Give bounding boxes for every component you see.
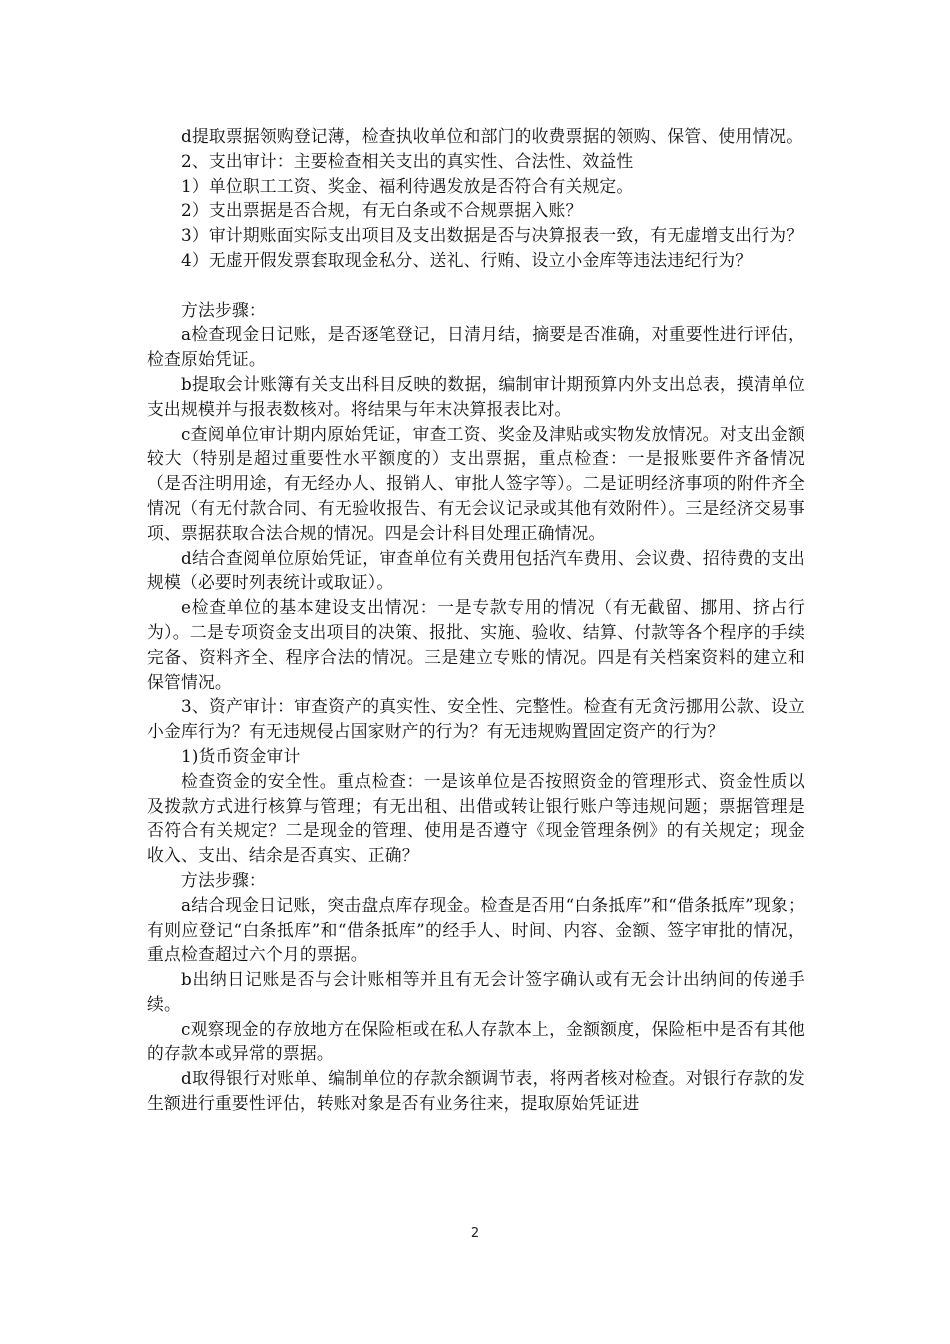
paragraph: a结合现金日记账，突击盘点库存现金。检查是否用“白条抵库”和“借条抵库”现象；有则应登记“白条抵库”和“借条抵库”的经手人、时间、内容、金额、签字审批的情况，重点检查超过六个月的票据。 <box>147 894 805 965</box>
paragraph: d提取票据领购登记薄，检查执收单位和部门的收费票据的领购、保管、使用情况。 <box>181 126 804 146</box>
paragraph: e检查单位的基本建设支出情况：一是专款专用的情况（有无截留、挪用、挤占行为）。二是专项资金支出项目的决策、报批、实施、验收、结算、付款等各个程序的手续完备、资料齐全、程序合法的情况。三是建立专账的情况。四是有关档案资料的建立和保管情况。 <box>147 597 805 692</box>
paragraph: 1）单位职工工资、奖金、福利待遇发放是否符合有关规定。 <box>181 175 634 196</box>
section-heading-expenditure-audit: 2、支出审计：主要检查相关支出的真实性、合法性、效益性 <box>181 150 634 171</box>
paragraph: a检查现金日记账，是否逐笔登记，日清月结，摘要是否准确，对重要性进行评估，检查原始凭证。 <box>147 324 805 370</box>
paragraph: d取得银行对账单、编制单位的存款余额调节表，将两者核对检查。对银行存款的发生额进行重要性评估，转账对象是否有业务往来，提取原始凭证进 <box>147 1068 805 1114</box>
paragraph: c查阅单位审计期内原始凭证，审查工资、奖金及津贴或实物发放情况。对支出金额较大（特别是超过重要性水平额度的）支出票据，重点检查：一是报账要件齐备情况（是否注明用途，有无经办人、报销人、审批人签字等）。二是证明经济事项的附件齐全情况（有无付款合同、有无验收报告、有无会议记录或其他有效附件）。三是经济交易事项、票据获取合法合规的情况。四是会计科目处理正确情况。 <box>147 423 805 543</box>
method-steps-heading: 方法步骤： <box>181 299 266 320</box>
section-heading-asset-audit: 3、资产审计：审查资产的真实性、安全性、完整性。检查有无贪污挪用公款、设立小金库行为？有无违规侵占国家财产的行为？有无违规购置固定资产的行为？ <box>147 696 805 742</box>
blank-line <box>147 273 805 298</box>
paragraph: 3）审计期账面实际支出项目及支出数据是否与决算报表一致，有无虚增支出行为？ <box>181 225 804 246</box>
paragraph: b出纳日记账是否与会计账相等并且有无会计签字确认或有无会计出纳间的传递手续。 <box>147 969 805 1014</box>
paragraph: b提取会计账簿有关支出科目反映的数据，编制审计期预算内外支出总表，摸清单位支出规模并与报表数核对。将结果与年末决算报表比对。 <box>147 373 805 419</box>
paragraph: 2）支出票据是否合规，有无白条或不合规票据入账？ <box>181 200 583 221</box>
paragraph: d结合查阅单位原始凭证，审查单位有关费用包括汽车费用、会议费、招待费的支出规模（必要时列表统计或取证）。 <box>147 547 805 593</box>
page-number: 2 <box>470 1226 480 1241</box>
subsection-heading-monetary-funds: 1)货币资金审计 <box>181 745 301 766</box>
method-steps-heading: 方法步骤： <box>181 869 266 890</box>
document-body <box>147 124 805 1116</box>
paragraph: 4）无虚开假发票套取现金私分、送礼、行贿、设立小金库等违法违纪行为？ <box>181 249 753 270</box>
paragraph: 检查资金的安全性。重点检查：一是该单位是否按照资金的管理形式、资金性质以及拨款方式进行核算与管理；有无出租、出借或转让银行账户等违规问题；票据管理是否符合有关规定？二是现金的管理、使用是否遵守《现金管理条例》的有关规定；现金收入、支出、结余是否真实、正确？ <box>147 770 805 866</box>
paragraph: c观察现金的存放地方在保险柜或在私人存款本上，金额额度，保险柜中是否有其他的存款本或异常的票据。 <box>147 1018 805 1064</box>
